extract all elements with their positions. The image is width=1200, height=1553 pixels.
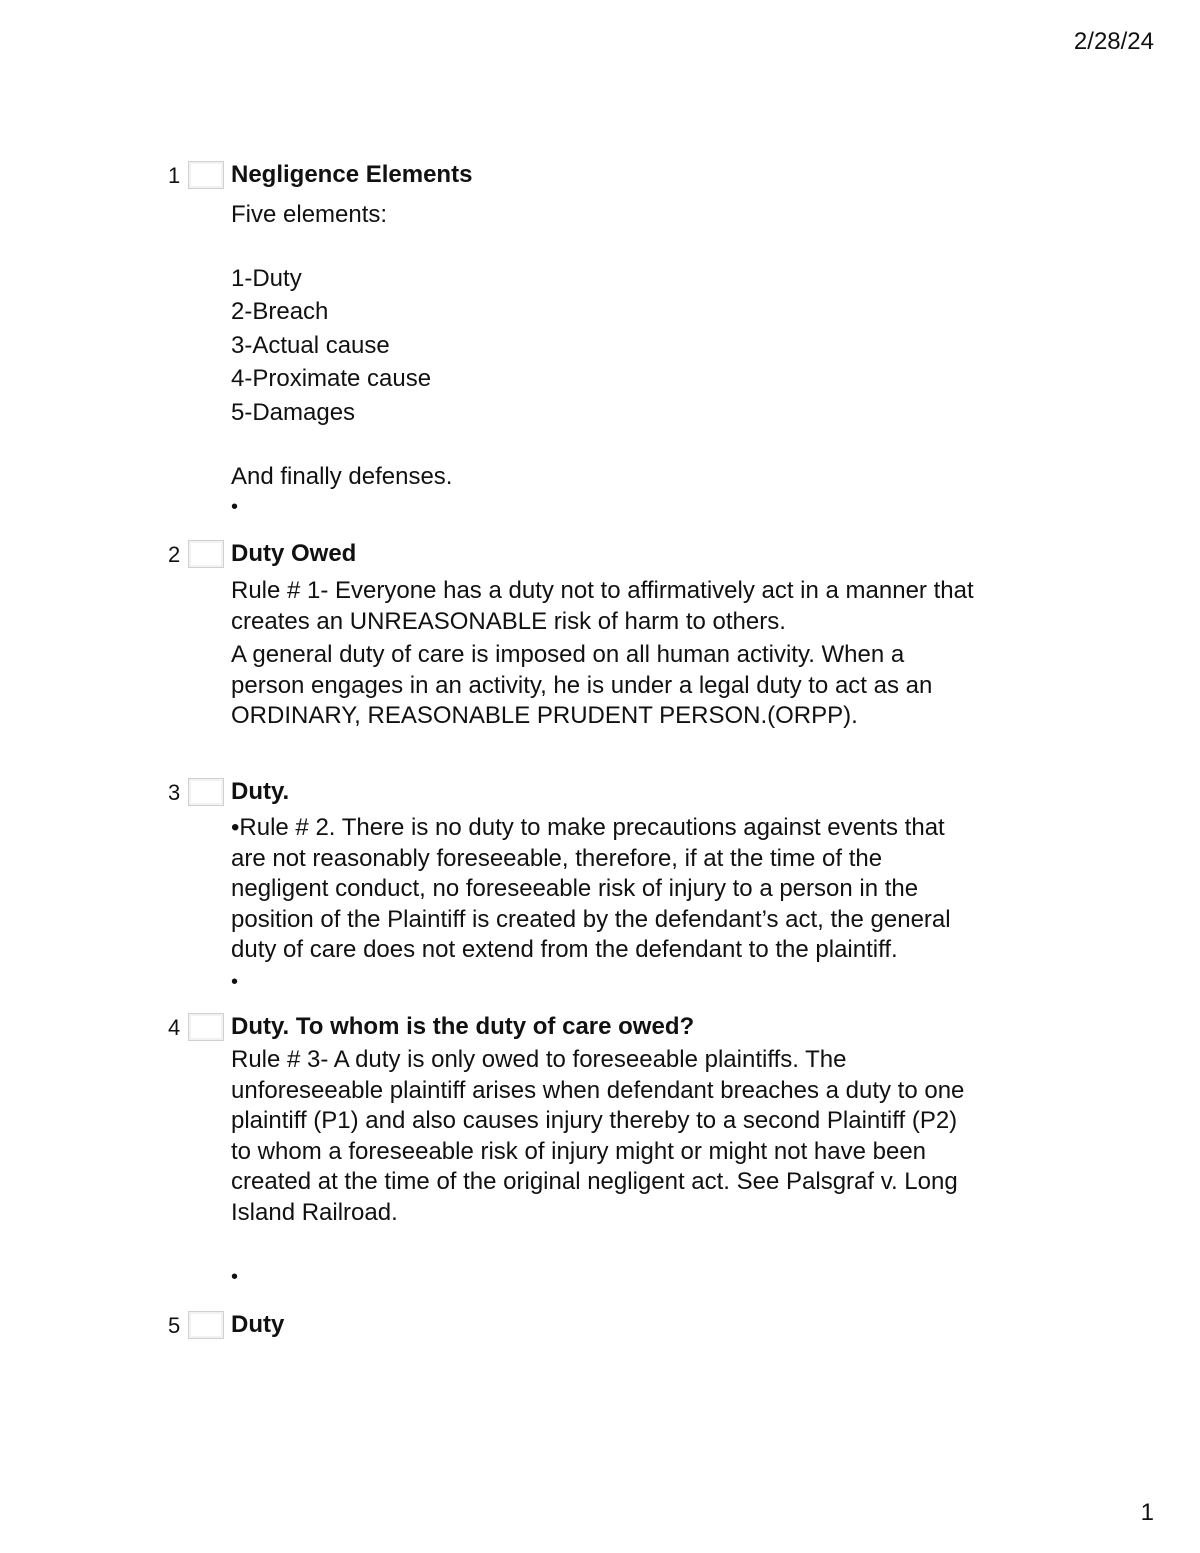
slide-number: 5 [168, 1313, 181, 1338]
intro-text: Five elements: [231, 201, 388, 228]
text-line: Rule # 3- A duty is only owed to foreseeable plaintiffs. The [231, 1046, 847, 1073]
slide-title: Duty [231, 1311, 285, 1338]
text-line: are not reasonably foreseeable, therefore, if at the time of the [231, 844, 883, 872]
slide-content [231, 161, 1061, 517]
list-item: 2-Breach [231, 298, 329, 325]
slide-thumbnail[interactable] [188, 161, 224, 189]
empty-bullet: • [231, 1266, 239, 1288]
slide-content [231, 1311, 1061, 1339]
text-line: person engages in an activity, he is under a legal duty to act as an [231, 671, 933, 699]
list-item: 5-Damages [231, 398, 356, 426]
slide-content [231, 778, 1061, 992]
slide-title: Duty. [231, 778, 290, 805]
slide-content [231, 540, 1061, 732]
page-date: 2/28/24 [1073, 28, 1154, 55]
slide-thumbnail[interactable] [188, 1311, 224, 1339]
text-line: •Rule # 2. There is no duty to make precautions against events that [231, 814, 945, 841]
list-item: 3-Actual cause [231, 331, 390, 359]
text-line: negligent conduct, no foreseeable risk of injury to a person in the [231, 875, 919, 902]
text-line: unforeseeable plaintiff arises when defendant breaches a duty to one [231, 1076, 965, 1104]
text-line: creates an UNREASONABLE risk of harm to others. [231, 607, 786, 635]
list-item: 1-Duty [231, 264, 302, 292]
text-line: position of the Plaintiff is created by the defendant’s act, the general [231, 905, 951, 933]
paragraph [231, 576, 1061, 637]
empty-bullet: • [231, 970, 239, 993]
slide-number: 1 [168, 163, 181, 188]
closing-text: And finally defenses. [231, 463, 453, 490]
page-number: 1 [1140, 1499, 1154, 1526]
slide-number: 3 [168, 780, 181, 805]
text-line: duty of care does not extend from the defendant to the plaintiff. [231, 936, 898, 963]
text-line: A general duty of care is imposed on all human activity. When a [231, 641, 905, 668]
slide-content [231, 1013, 1061, 1287]
slide-number: 2 [168, 542, 181, 567]
slide-thumbnail[interactable] [188, 778, 224, 806]
slide-thumbnail[interactable] [188, 1013, 224, 1041]
empty-bullet: • [231, 495, 239, 518]
list-item: 4-Proximate cause [231, 365, 432, 392]
slide-thumbnail[interactable] [188, 540, 224, 568]
text-line: to whom a foreseeable risk of injury might or might not have been [231, 1137, 927, 1165]
slide-title: Negligence Elements [231, 161, 473, 188]
elements-list [231, 262, 1061, 430]
slide-title: Duty Owed [231, 540, 357, 567]
text-line: Island Railroad. [231, 1198, 398, 1226]
paragraph [231, 813, 1061, 966]
text-line: created at the time of the original negligent act. See Palsgraf v. Long [231, 1168, 958, 1195]
slide-number: 4 [168, 1015, 181, 1040]
text-line: ORDINARY, REASONABLE PRUDENT PERSON.(ORPP). [231, 702, 858, 729]
text-line: Rule # 1- Everyone has a duty not to affirmatively act in a manner that [231, 577, 974, 604]
paragraph [231, 640, 1061, 732]
text-line: plaintiff (P1) and also causes injury thereby to a second Plaintiff (P2) [231, 1107, 958, 1134]
paragraph [231, 1045, 1061, 1228]
slide-title: Duty. To whom is the duty of care owed? [231, 1013, 695, 1040]
